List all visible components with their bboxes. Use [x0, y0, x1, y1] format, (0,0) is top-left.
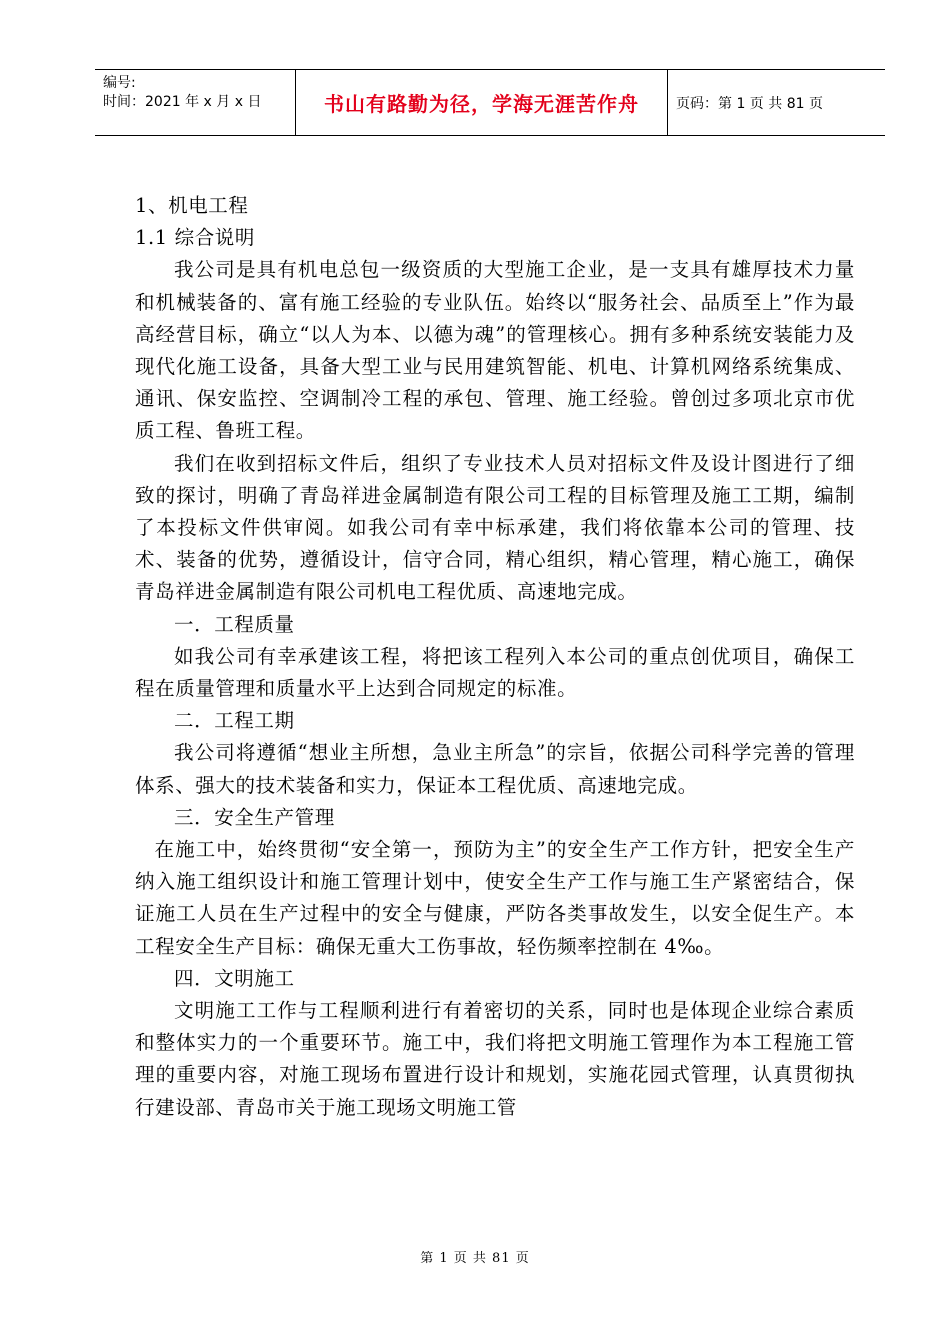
paragraph-civilized-construction: 文明施工工作与工程顺利进行有着密切的关系，同时也是体现企业综合素质和整体实力的一个重要环节。施工中，我们将把文明施工管理作为本工程施工管理的重要内容，对施工现场布置进行设计和规划，实施花园式管理，认真贯彻执行建设部、青岛市关于施工现场文明施工管	[135, 999, 855, 1119]
subsection-title: 1.1 综合说明	[135, 226, 256, 250]
paragraph-safety: 在施工中，始终贯彻“安全第一，预防为主”的安全生产工作方针，把安全生产纳入施工组织设计和施工管理计划中，使安全生产工作与施工生产紧密结合，保证施工人员在生产过程中的安全与健康，严防各类事故发生，以安全促生产。本工程安全生产目标：确保无重大工伤事故，轻伤频率控制在 4‰。	[135, 838, 855, 958]
paragraph-schedule: 我公司将遵循“想业主所想，急业主所急”的宗旨，依据公司科学完善的管理体系、强大的技术装备和实力，保证本工程优质、高速地完成。	[135, 741, 855, 797]
header-page-label: 页码：第 1 页 共 81 页	[676, 95, 823, 112]
intro-paragraph-1: 我公司是具有机电总包一级资质的大型施工企业，是一支具有雄厚技术力量和机械装备的、富有施工经验的专业队伍。始终以“服务社会、品质至上”作为最高经营目标，确立“以人为本、以德为魂”的管理核心。拥有多种系统安装能力及现代化施工设备，具备大型工业与民用建筑智能、机电、计算机网络系统集成、通讯、保安监控、空调制冷工程的承包、管理、施工经验。曾创过多项北京市优质工程、鲁班工程。	[135, 258, 855, 443]
heading-safety: 三．安全生产管理	[174, 805, 335, 829]
header-motto: 书山有路勤为径，学海无涯苦作舟	[296, 70, 668, 135]
heading-civilized-construction: 四．文明施工	[174, 966, 295, 990]
document-body	[135, 190, 855, 1124]
section-title: 1、机电工程	[135, 194, 249, 217]
paragraph-quality: 如我公司有幸承建该工程，将把该工程列入本公司的重点创优项目，确保工程在质量管理和质量水平上达到合同规定的标准。	[135, 644, 855, 701]
heading-quality: 一．工程质量	[174, 612, 295, 636]
header-meta-cell	[95, 70, 296, 135]
heading-schedule: 二．工程工期	[174, 709, 295, 733]
page-footer: 第 1 页 共 81 页	[420, 1251, 530, 1266]
document-time-label: 时间：2021 年 x 月 x 日	[103, 94, 262, 110]
document-number-label: 编号:	[103, 75, 136, 91]
intro-paragraph-2: 我们在收到招标文件后，组织了专业技术人员对招标文件及设计图进行了细致的探讨，明确了青岛祥进金属制造有限公司工程的目标管理及施工工期，编制了本投标文件供审阅。如我公司有幸中标承建，我们将依靠本公司的管理、技术、装备的优势，遵循设计，信守合同，精心组织，精心管理，精心施工，确保青岛祥进金属制造有限公司机电工程优质、高速地完成。	[135, 451, 855, 604]
document-header	[95, 69, 885, 136]
